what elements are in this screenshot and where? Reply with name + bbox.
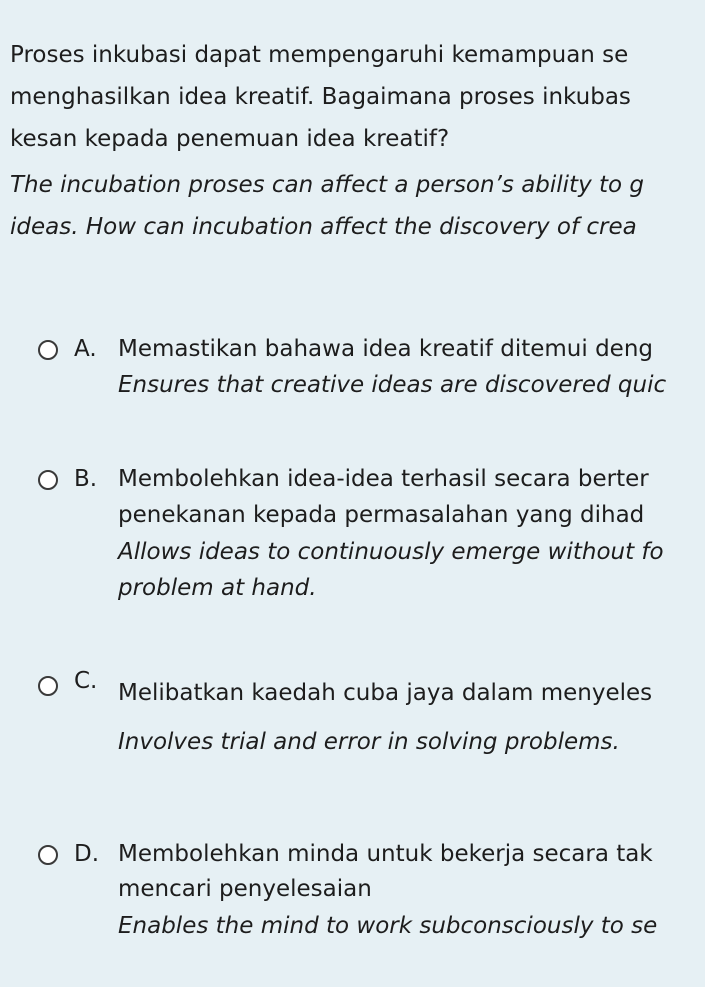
question-en-line: The incubation proses can affect a person’s ability to g	[10, 172, 644, 198]
question-en-line: ideas. How can incubation affect the discovery of crea	[10, 214, 637, 240]
option-letter: C.	[74, 668, 98, 694]
option-ms-line: Membolehkan idea-idea terhasil secara berter	[118, 466, 649, 492]
question-ms-line: kesan kepada penemuan idea kreatif?	[10, 126, 450, 152]
radio-button-d[interactable]	[38, 845, 58, 865]
option-letter: D.	[74, 841, 100, 867]
option-ms-line: penekanan kepada permasalahan yang dihad	[118, 502, 645, 528]
question-ms-line: Proses inkubasi dapat mempengaruhi kemampuan se	[10, 42, 629, 68]
option-en-line: problem at hand.	[118, 575, 317, 601]
option-letter: B.	[74, 466, 98, 492]
option-ms-line: mencari penyelesaian	[118, 876, 372, 902]
question-ms-line: menghasilkan idea kreatif. Bagaimana proses inkubas	[10, 84, 631, 110]
radio-button-b[interactable]	[38, 470, 58, 490]
radio-button-c[interactable]	[38, 676, 58, 696]
option-letter: A.	[74, 336, 97, 362]
option-en-line: Ensures that creative ideas are discovered quic	[118, 372, 667, 398]
option-en-line: Allows ideas to continuously emerge without fo	[118, 539, 664, 565]
option-ms-line: Melibatkan kaedah cuba jaya dalam menyeles	[118, 680, 653, 706]
option-en-line: Involves trial and error in solving problems.	[118, 729, 620, 755]
option-ms-line: Memastikan bahawa idea kreatif ditemui deng	[118, 336, 654, 362]
radio-button-a[interactable]	[38, 340, 58, 360]
option-en-line: Enables the mind to work subconsciously to se	[118, 913, 658, 939]
option-ms-line: Membolehkan minda untuk bekerja secara tak	[118, 841, 653, 867]
